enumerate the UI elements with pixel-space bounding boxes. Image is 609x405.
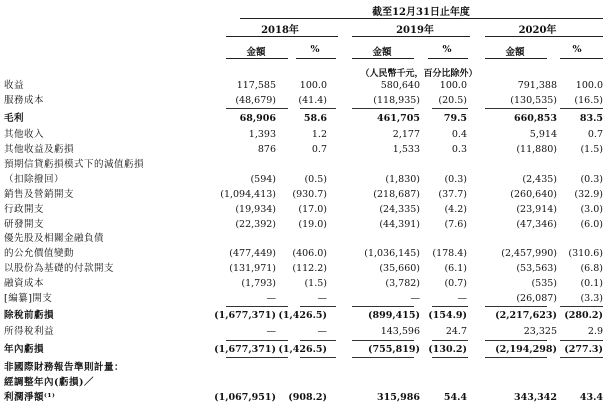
cell-amount-2018: 117,585 [236, 80, 276, 91]
row-impairment-losses [0, 158, 609, 172]
row-label: 利潤淨額⁽¹⁾ [4, 392, 56, 403]
cell-amount-2019: 2,177 [392, 129, 420, 140]
sum-rule [300, 306, 336, 307]
cell-pct-2018: (41.4) [298, 95, 327, 106]
row-label: 融資成本 [4, 278, 45, 289]
cell-amount-2020: 791,388 [517, 80, 557, 91]
cell-pct-2020: (6.8) [580, 263, 603, 274]
cell-amount-2019: (44,391) [379, 219, 420, 230]
col-percent-2018: % [310, 44, 320, 55]
cell-pct-2019: (20.5) [438, 95, 467, 106]
cell-pct-2020: 0.7 [587, 129, 603, 140]
cell-pct-2019: (37.7) [438, 189, 467, 200]
sum-rule [300, 340, 336, 341]
year-2018-heading: 2018年 [261, 25, 299, 36]
cell-pct-2019: (6.1) [444, 263, 467, 274]
row-label: 預期信貸虧損模式下的減值虧損 [4, 159, 145, 170]
cell-pct-2018: 58.6 [303, 113, 327, 124]
row-impairment-losses-net [0, 173, 609, 187]
row-cost-of-services [0, 94, 609, 108]
cell-pct-2018: 0.7 [311, 144, 327, 155]
sum-rule [560, 357, 603, 358]
cell-pct-2018: — [317, 326, 327, 337]
row-finance-costs [0, 277, 609, 291]
row-label: 其他收入 [4, 129, 45, 140]
cell-amount-2018: (1,793) [241, 278, 276, 289]
sum-rule [226, 340, 288, 341]
row-listing-expenses [0, 292, 609, 306]
cell-amount-2018: (48,679) [235, 95, 276, 106]
row-adjusted-net-loss [0, 376, 609, 390]
cell-amount-2019: 461,705 [377, 113, 420, 124]
cell-pct-2020: (310.6) [568, 248, 603, 259]
row-label: 非國際財務報告準則計量： [4, 362, 125, 373]
sum-rule [485, 108, 547, 109]
row-selling-marketing-expenses [0, 188, 609, 202]
cell-amount-2019: (1,036,145) [364, 248, 420, 259]
cell-amount-2019: (1,830) [385, 174, 420, 185]
cell-pct-2020: 43.4 [579, 392, 603, 403]
cell-pct-2018: (406.0) [292, 248, 327, 259]
cell-amount-2018: — [266, 326, 276, 337]
cell-amount-2020: (2,194,298) [495, 344, 557, 355]
cell-pct-2018: (17.0) [298, 204, 327, 215]
col-amount-2019: 金額 [372, 47, 392, 58]
row-other-gains-losses [0, 143, 609, 157]
subheader-rule-3 [352, 58, 414, 59]
cell-pct-2019: 54.4 [443, 392, 467, 403]
sum-rule [432, 357, 468, 358]
cell-amount-2019: (899,415) [368, 310, 420, 321]
sum-rule [432, 340, 468, 341]
cell-pct-2018: (1.5) [304, 278, 327, 289]
sum-rule [300, 108, 336, 109]
cell-amount-2018: 876 [257, 144, 276, 155]
col-percent-2019: % [442, 44, 452, 55]
row-gross-profit [0, 112, 609, 126]
cell-amount-2018: (19,934) [235, 204, 276, 215]
cell-pct-2019: (154.9) [428, 310, 467, 321]
sum-rule [352, 340, 414, 341]
sum-rule [432, 108, 468, 109]
cell-amount-2019: (24,335) [379, 204, 420, 215]
row-label: 收益 [4, 80, 25, 91]
cell-amount-2019: (218,687) [373, 189, 420, 200]
subheader-rule-4 [428, 58, 468, 59]
col-amount-2020: 金額 [505, 47, 525, 58]
row-label: 經調整年內(虧損)／ [4, 377, 94, 388]
year-2019-heading: 2019年 [396, 25, 434, 36]
row-label: 優先股及相關金融負債 [4, 233, 105, 244]
subheader-rule-5 [485, 58, 547, 59]
row-label: 服務成本 [4, 95, 45, 106]
cell-pct-2020: (1.5) [580, 144, 603, 155]
cell-pct-2020: (32.9) [574, 189, 603, 200]
cell-pct-2018: 100.0 [299, 80, 327, 91]
cell-amount-2018: (131,971) [229, 263, 276, 274]
cell-pct-2020: 2.9 [587, 326, 603, 337]
sum-rule [352, 306, 414, 307]
cell-pct-2018: (1,426.5) [278, 344, 327, 355]
cell-pct-2018: (19.0) [298, 219, 327, 230]
sum-rule [352, 357, 414, 358]
row-label: 毛利 [4, 113, 25, 124]
row-label: 的公允價值變動 [4, 248, 75, 259]
row-label: 年內虧損 [4, 344, 45, 355]
cell-amount-2018: 68,906 [239, 113, 276, 124]
cell-amount-2020: (11,880) [516, 144, 557, 155]
cell-amount-2019: 143,596 [380, 326, 420, 337]
sum-rule [560, 340, 603, 341]
cell-amount-2018: (1,094,413) [220, 189, 276, 200]
sum-rule [485, 357, 547, 358]
cell-pct-2019: (130.2) [428, 344, 467, 355]
sum-rule [226, 108, 288, 109]
cell-pct-2018: (0.5) [304, 174, 327, 185]
cell-pct-2020: (16.5) [574, 95, 603, 106]
cell-pct-2020: (0.3) [580, 174, 603, 185]
cell-pct-2019: 0.3 [451, 144, 467, 155]
cell-amount-2020: (260,640) [510, 189, 557, 200]
col-amount-2018: 金額 [246, 47, 266, 58]
cell-amount-2020: 5,914 [529, 129, 557, 140]
sum-rule [300, 357, 336, 358]
row-administrative-expenses [0, 203, 609, 217]
cell-amount-2020: (23,914) [516, 204, 557, 215]
cell-amount-2020: (130,535) [510, 95, 557, 106]
cell-amount-2018: (1,677,371) [214, 344, 276, 355]
cell-amount-2018: (477,449) [229, 248, 276, 259]
sum-rule [560, 306, 603, 307]
cell-amount-2018: (594) [250, 174, 276, 185]
cell-amount-2019: (118,935) [373, 95, 420, 106]
row-rd-expenses [0, 218, 609, 232]
row-label: 行政開支 [4, 204, 45, 215]
row-preferred-shares [0, 232, 609, 246]
year-2019-rule [352, 36, 470, 37]
cell-amount-2018: — [266, 293, 276, 304]
sum-rule [432, 306, 468, 307]
cell-pct-2019: — [457, 293, 467, 304]
row-non-ifrs-measure [0, 361, 609, 375]
cell-pct-2019: 0.4 [451, 129, 467, 140]
cell-amount-2018: 1,393 [248, 129, 276, 140]
cell-pct-2020: (3.0) [580, 204, 603, 215]
cell-amount-2019: 580,640 [380, 80, 420, 91]
row-adjusted-net-loss-profit [0, 391, 609, 405]
cell-pct-2019: (0.7) [444, 278, 467, 289]
cell-amount-2018: (22,392) [235, 219, 276, 230]
period-rule [240, 18, 603, 19]
cell-amount-2019: (3,782) [385, 278, 420, 289]
cell-amount-2019: (35,660) [379, 263, 420, 274]
cell-amount-2020: 660,853 [514, 113, 557, 124]
col-percent-2020: % [572, 44, 582, 55]
row-label: 所得稅利益 [4, 326, 55, 337]
row-label: 其他收益及虧損 [4, 144, 75, 155]
cell-pct-2018: (930.7) [292, 189, 327, 200]
cell-pct-2019: 79.5 [443, 113, 467, 124]
cell-amount-2020: (53,563) [516, 263, 557, 274]
cell-pct-2019: (7.6) [444, 219, 467, 230]
cell-amount-2020: 343,342 [514, 392, 557, 403]
sum-rule [226, 306, 288, 307]
cell-pct-2018: — [317, 293, 327, 304]
sum-rule [485, 340, 547, 341]
cell-amount-2020: (2,435) [522, 174, 557, 185]
row-label: 研發開支 [4, 219, 45, 230]
subheader-rule-1 [226, 58, 288, 59]
cell-pct-2018: (112.2) [292, 263, 327, 274]
cell-amount-2018: (1,067,951) [214, 392, 276, 403]
row-income-tax-benefit [0, 325, 609, 339]
cell-amount-2020: (2,217,623) [495, 310, 557, 321]
row-label: （扣除撥回） [4, 174, 65, 185]
sum-rule [226, 357, 288, 358]
cell-amount-2020: (47,346) [516, 219, 557, 230]
cell-pct-2020: (3.3) [580, 293, 603, 304]
subheader-rule-6 [560, 58, 603, 59]
cell-pct-2019: (4.2) [444, 204, 467, 215]
cell-pct-2019: (178.4) [432, 248, 467, 259]
cell-pct-2019: (0.3) [444, 174, 467, 185]
cell-pct-2020: (280.2) [564, 310, 603, 321]
cell-amount-2020: (2,457,990) [501, 248, 557, 259]
cell-pct-2019: 100.0 [439, 80, 467, 91]
cell-amount-2018: (1,677,371) [214, 310, 276, 321]
cell-amount-2020: (535) [531, 278, 557, 289]
sum-rule [560, 108, 603, 109]
unit-note: （人民幣千元，百分比除外） [360, 69, 478, 79]
cell-amount-2020: (26,087) [516, 293, 557, 304]
row-label: [編纂]開支 [4, 293, 53, 304]
cell-amount-2019: (755,819) [368, 344, 420, 355]
sum-rule [352, 108, 414, 109]
subheader-rule-2 [296, 58, 336, 59]
cell-amount-2019: 315,986 [377, 392, 420, 403]
cell-pct-2018: (908.2) [288, 392, 327, 403]
cell-pct-2020: (6.0) [580, 219, 603, 230]
cell-amount-2019: 1,533 [392, 144, 420, 155]
row-preferred-shares-fair-value [0, 247, 609, 261]
row-share-based-payment [0, 262, 609, 276]
row-other-income [0, 128, 609, 142]
row-loss-for-year [0, 343, 609, 357]
row-label: 以股份為基礎的付款開支 [4, 263, 115, 274]
cell-pct-2018: 1.2 [311, 129, 327, 140]
cell-pct-2020: (277.3) [564, 344, 603, 355]
sum-rule [485, 306, 547, 307]
cell-pct-2018: (1,426.5) [278, 310, 327, 321]
row-revenue [0, 79, 609, 93]
period-heading: 截至12月31日止年度 [372, 7, 470, 18]
year-2020-heading: 2020年 [518, 25, 557, 36]
cell-amount-2020: 23,325 [523, 326, 557, 337]
cell-amount-2019: — [410, 293, 420, 304]
cell-pct-2020: 83.5 [579, 113, 603, 124]
cell-pct-2020: (0.1) [580, 278, 603, 289]
cell-pct-2020: 100.0 [575, 80, 603, 91]
year-2020-rule [485, 36, 603, 37]
year-2018-rule [226, 36, 338, 37]
row-loss-before-tax [0, 309, 609, 323]
row-label: 銷售及營銷開支 [4, 189, 75, 200]
cell-pct-2019: 24.7 [445, 326, 467, 337]
row-label: 除稅前虧損 [4, 310, 55, 321]
